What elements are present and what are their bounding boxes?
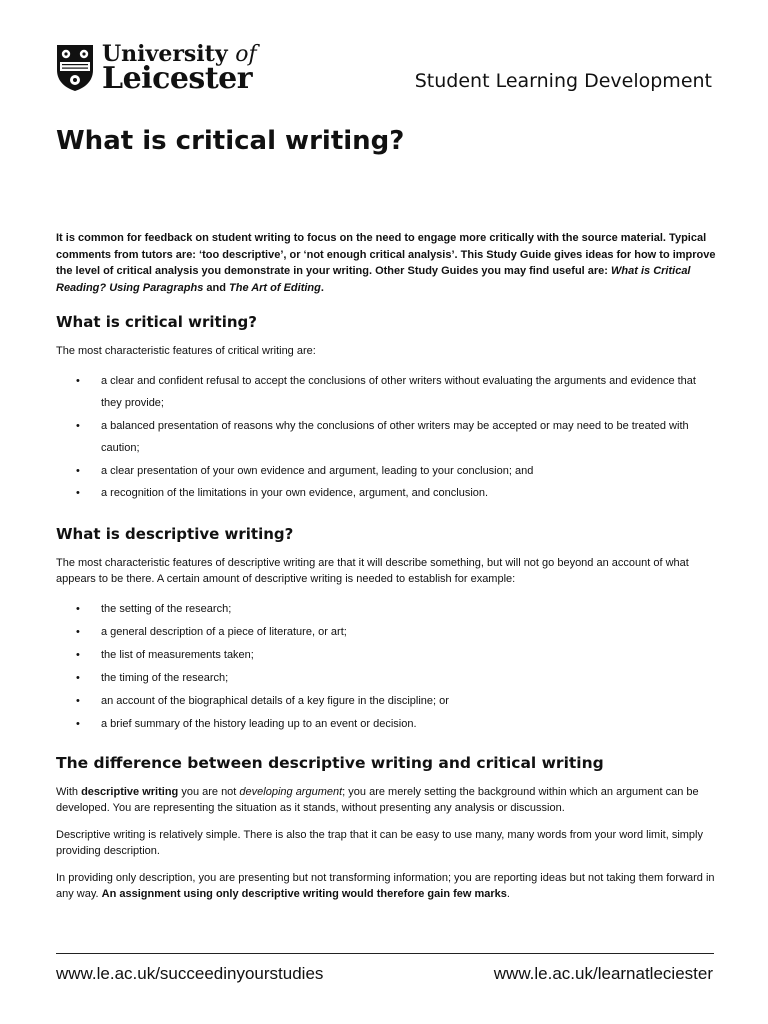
section1-lead: The most characteristic features of critical writing are:: [56, 345, 316, 357]
footer-url-learnat[interactable]: www.le.ac.uk/learnatleciester: [493, 964, 713, 983]
section-heading-critical-writing: What is critical writing?: [56, 313, 257, 331]
guide-link-using-paragraphs: Using Paragraphs: [109, 281, 204, 294]
list-item: • the setting of the research;: [56, 598, 716, 621]
list-item: • a brief summary of the history leading up to an event or decision.: [56, 713, 716, 736]
list-item: • a recognition of the limitations in your own evidence, argument, and conclusion.: [56, 482, 716, 505]
guide-link-critical-reading: What is Critical Reading?: [56, 265, 691, 294]
section2-lead: The most characteristic features of descriptive writing are that it will describe something, but will not go beyond an account of what appears to be there. A certain amount of descriptive writing is needed to establish for example:: [56, 556, 689, 585]
list-item: • a general description of a piece of literature, or art;: [56, 621, 716, 644]
difference-paragraph-1: With descriptive writing you are not developing argument; you are merely setting the background within which an argument can be developed. You are representing the situation as it stands, without presenting any analysis or discussion.: [56, 785, 699, 814]
footer-divider: [56, 953, 714, 954]
list-item: • an account of the biographical details of a key figure in the discipline; or: [56, 690, 716, 713]
difference-paragraph-3: In providing only description, you are presenting but not transforming information; you are reporting ideas but not taking them forward in any way. An assignment using only descriptive writing would therefore gain few marks.: [56, 871, 715, 900]
logo-text-leicester: Leicester: [102, 61, 253, 96]
crest-icon: [56, 44, 94, 92]
intro-paragraph: It is common for feedback on student writing to focus on the need to engage more critically with the source material. Typical comments from tutors are: ‘too descriptive’, or ‘not enough critical analysis’. This Study Guide gives ideas for how to improve the level of critical analysis you demonstrate in your writing. Other Study Guides you may find useful are: What is Critical Reading? Using Paragraphs and The Art of Editing.: [56, 232, 716, 294]
university-logo: [56, 42, 276, 94]
list-item: • the list of measurements taken;: [56, 644, 716, 667]
section-heading-difference: The difference between descriptive writing and critical writing: [56, 753, 604, 772]
list-item: • a clear presentation of your own evidence and argument, leading to your conclusion; and: [56, 460, 716, 483]
main-content: [56, 230, 716, 913]
list-item: • a clear and confident refusal to accept the conclusions of other writers without evaluating the arguments and evidence that they provide;: [56, 370, 716, 415]
department-name: Student Learning Development: [414, 70, 712, 92]
page-title: What is critical writing?: [56, 126, 405, 156]
list-item: • the timing of the research;: [56, 667, 716, 690]
section-heading-descriptive-writing: What is descriptive writing?: [56, 524, 294, 543]
list-item: • a balanced presentation of reasons why the conclusions of other writers may be accepted or may need to be treated with caution;: [56, 415, 716, 460]
guide-link-art-of-editing: The Art of Editing: [229, 281, 321, 294]
critical-features-list: [56, 370, 716, 505]
descriptive-examples-list: [56, 598, 716, 736]
difference-paragraph-2: Descriptive writing is relatively simple. There is also the trap that it can be easy to use many, many words from your word limit, simply providing description.: [56, 828, 703, 857]
footer-url-succeed[interactable]: www.le.ac.uk/succeedinyourstudies: [56, 964, 324, 983]
logo-text-university: University of: [102, 41, 257, 67]
